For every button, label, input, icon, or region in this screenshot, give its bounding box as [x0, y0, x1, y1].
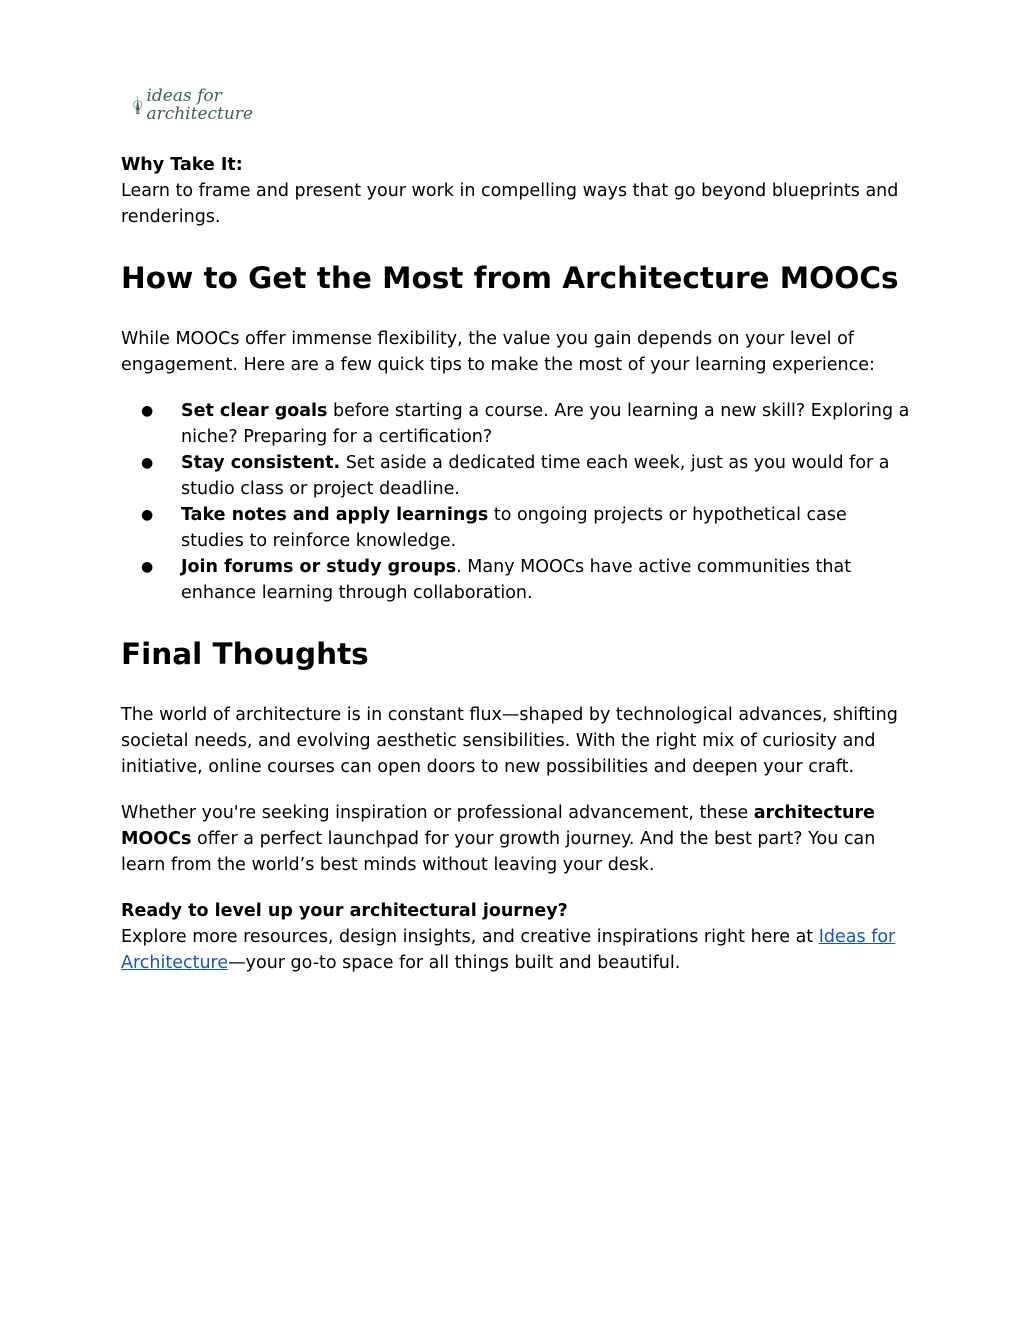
- logo-line-2: architecture: [146, 104, 253, 124]
- why-take-it-heading: Why Take It:: [121, 155, 243, 175]
- bullet-icon: ●: [141, 403, 154, 419]
- final-thoughts-heading: Final Thoughts: [121, 637, 369, 671]
- bullet-icon: ●: [141, 507, 154, 523]
- cta-after: —your go-to space for all things built and beautiful.: [228, 953, 681, 973]
- final-p2-bold: architecture MOOCs: [121, 803, 875, 849]
- article-body: [121, 152, 911, 976]
- tip-bold: Take notes and apply learnings: [181, 505, 489, 525]
- cta-heading: [121, 898, 911, 924]
- why-take-it-text: Learn to frame and present your work in compelling ways that go beyond blueprints and renderings.: [121, 181, 899, 227]
- cta-text: Explore more resources, design insights, and creative inspirations right here at: [121, 927, 819, 947]
- tip-text: to ongoing projects or hypothetical case studies to reinforce knowledge.: [181, 505, 847, 551]
- final-paragraph-1: The world of architecture is in constant flux—shaped by technological advances, shifting societal needs, and evolving aesthetic sensibilities. With the right mix of curiosity and initiative, online courses can open doors to new possibilities and deepen your craft.: [121, 705, 898, 777]
- mooc-section-heading: How to Get the Most from Architecture MOOCs: [121, 261, 899, 295]
- logo-wordmark: [146, 87, 253, 123]
- tip-text: before starting a course. Are you learning a new skill? Exploring a niche? Preparing for a certification?: [181, 401, 910, 447]
- list-item: [121, 398, 911, 450]
- list-item: [121, 554, 911, 606]
- list-item: [121, 450, 911, 502]
- tip-bold: Set clear goals: [181, 401, 328, 421]
- cta-paragraph: [121, 924, 911, 976]
- mooc-intro-paragraph: While MOOCs offer immense flexibility, the value you gain depends on your level of engagement. Here are a few quick tips to make the most of your learning experience:: [121, 329, 875, 375]
- bullet-icon: ●: [141, 455, 154, 471]
- ideas-for-architecture-link[interactable]: Ideas for Architecture: [121, 927, 896, 973]
- logo-line-1: ideas for: [146, 86, 222, 106]
- tip-text: Set aside a dedicated time each week, just as you would for a studio class or project deadline.: [181, 453, 890, 499]
- tip-bold: Stay consistent.: [181, 453, 341, 473]
- bullet-icon: ●: [141, 559, 154, 575]
- final-paragraph-2: [121, 800, 911, 878]
- list-item: [121, 502, 911, 554]
- site-logo[interactable]: [133, 72, 253, 138]
- tower-icon: [133, 74, 142, 136]
- final-p2-after: offer a perfect launchpad for your growth journey. And the best part? You can learn from the world’s best minds without leaving your desk.: [121, 829, 876, 875]
- tip-text: . Many MOOCs have active communities that enhance learning through collaboration.: [181, 557, 852, 603]
- tip-bold: Join forums or study groups: [181, 557, 457, 577]
- cta-heading-text: Ready to level up your architectural journey?: [121, 901, 568, 921]
- final-p2-before: Whether you're seeking inspiration or professional advancement, these: [121, 803, 754, 823]
- tips-list: [121, 398, 911, 606]
